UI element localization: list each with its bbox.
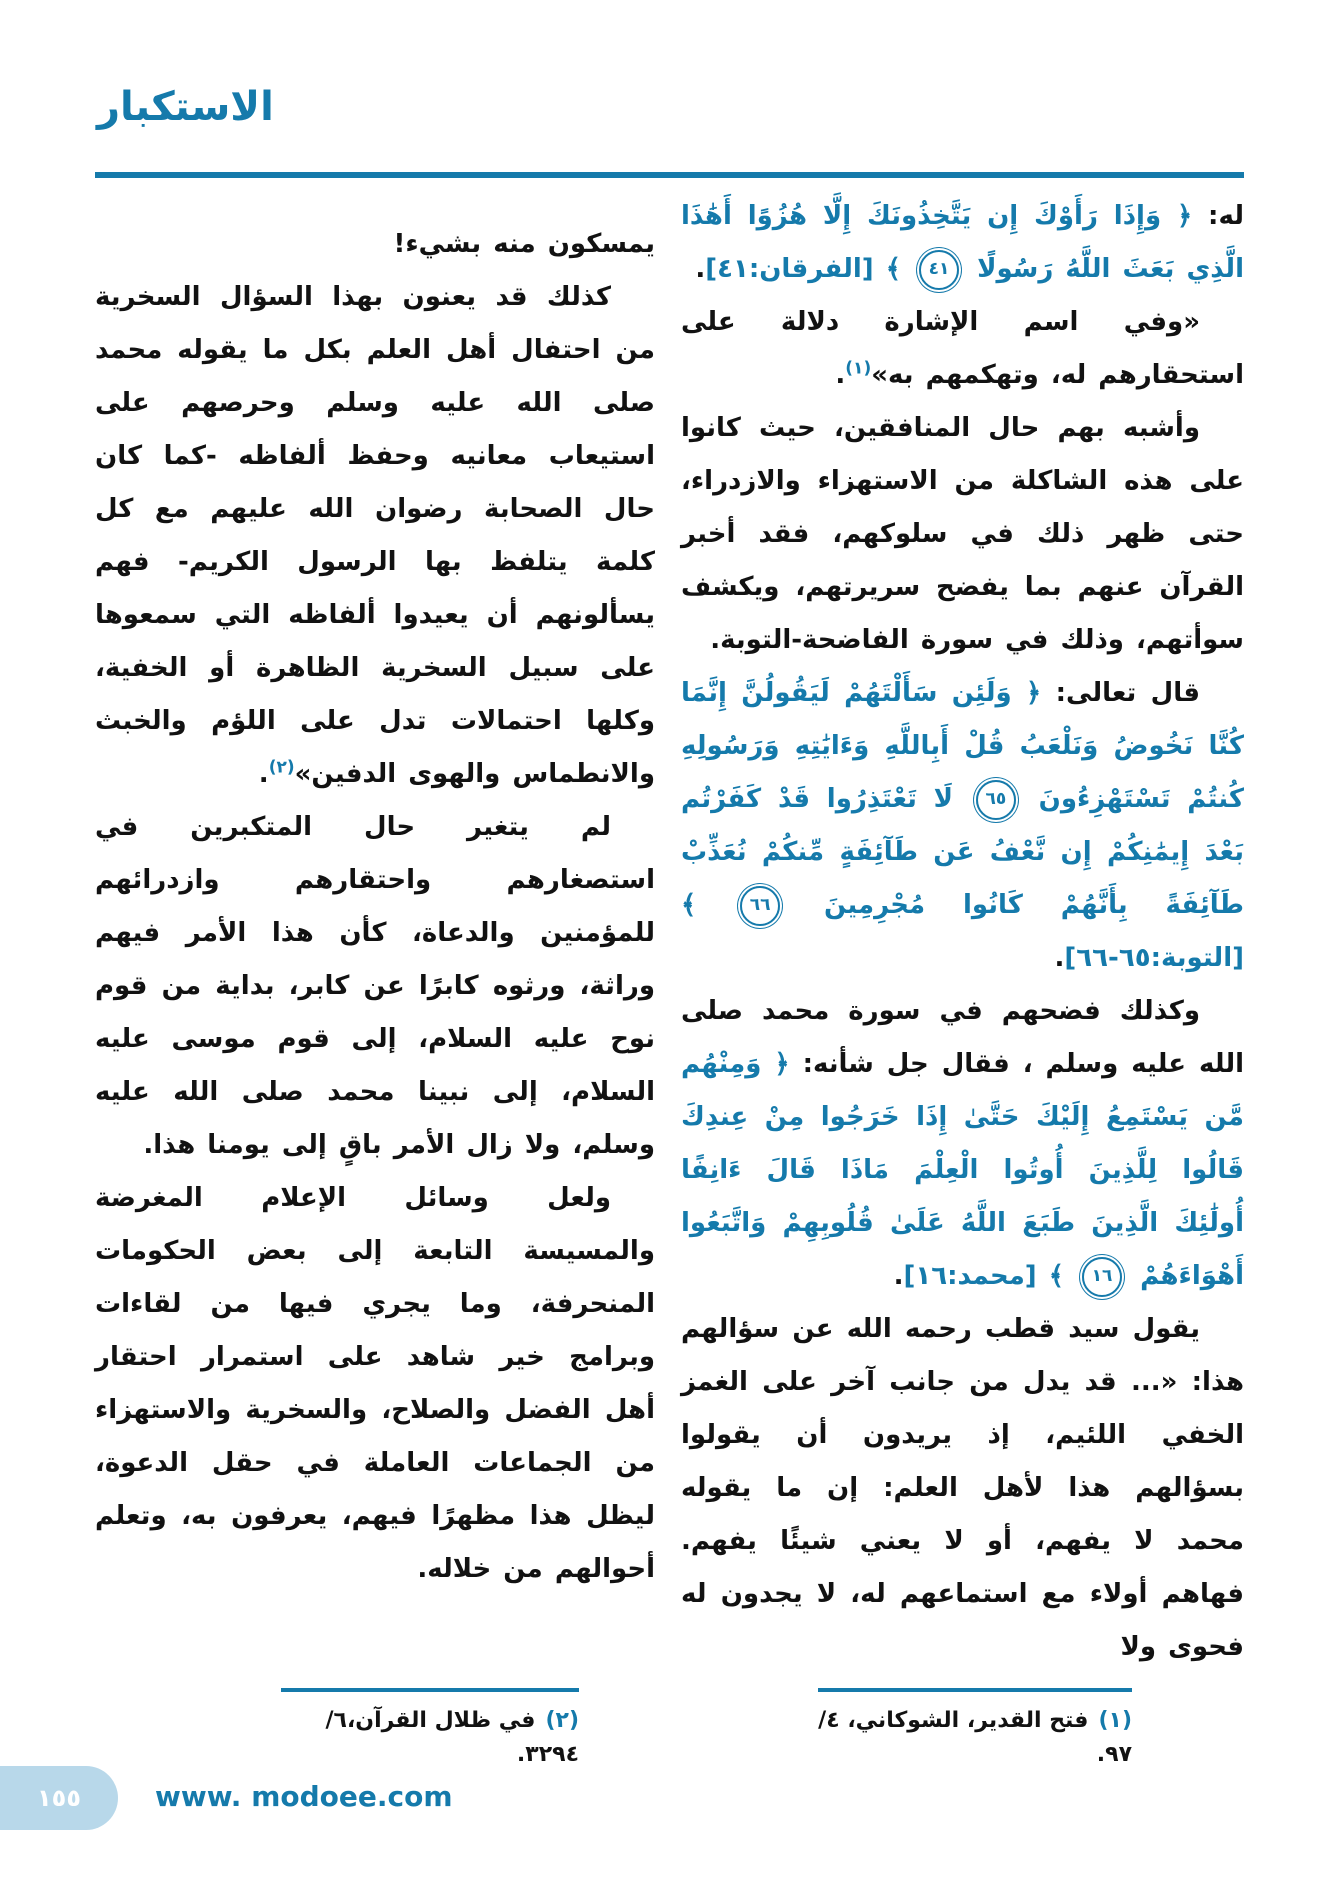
quran-close-bracket: ﴾ — [681, 890, 697, 920]
footnote-text: في ظلال القرآن،٦/ ٣٢٩٤. — [325, 1708, 579, 1767]
body-text: وأشبه بهم حال المنافقين، حيث كانوا على هذه الشاكلة من الاستهزاء والازدراء، حتى ظهر ذلك في سلوكهم، فقد أخبر القرآن عنهم بما يفضح سريرتهم، ويكشف سوأتهم، وذلك في سورة الفاضحة-التوبة. — [681, 413, 1244, 655]
page-title: الاستكبار — [97, 84, 274, 130]
column-left — [95, 218, 655, 1596]
verse-intro: له: — [1192, 201, 1244, 231]
period: . — [258, 759, 269, 789]
paragraph-commentary — [681, 296, 1244, 402]
commentary-text: «وفي اسم الإشارة دلالة على استحقارهم له، وتهكمهم به» — [681, 307, 1244, 390]
footnote-text: فتح القدير، الشوكاني، ٤/ ٩٧. — [818, 1708, 1132, 1767]
paragraph-quran-muhammad — [681, 985, 1244, 1303]
verse-reference: [الفرقان:٤١] — [705, 254, 874, 284]
quran-verse: لَا تَعْتَذِرُوا قَدْ كَفَرْتُم بَعْدَ إِيمَٰنِكُمْ إِن نَّعْفُ عَن طَآئِفَةٍ مِّنكُمْ نُعَذِّبْ طَآئِفَةً بِأَنَّهُمْ كَانُوا مُجْرِمِينَ — [681, 784, 1244, 920]
paragraph-media — [95, 1172, 655, 1596]
verse-intro: قال تعالى: — [1041, 678, 1200, 708]
column-right — [681, 190, 1244, 1674]
footnote-divider — [281, 1688, 579, 1692]
paragraph-arrogant-history — [95, 801, 655, 1172]
verse-reference: [التوبة:٦٥-٦٦] — [1064, 943, 1244, 973]
footnote-marker-2: (٢) — [268, 757, 295, 778]
body-text: لم يتغير حال المتكبرين في استصغارهم واحتقارهم وازدرائهم للمؤمنين والدعاة، كأن هذا الأمر فيهم وراثة، ورثوه كابرًا عن كابر، بداية من قوم نوح عليه السلام، إلى قوم موسى عليه السلام، إلى نبينا محمد صلى الله عليه وسلم، ولا زال الأمر باقٍ إلى يومنا هذا. — [95, 812, 655, 1160]
footnote-right — [818, 1688, 1132, 1772]
period: . — [835, 360, 846, 390]
paragraph-quote-end — [95, 218, 655, 271]
body-text: كذلك قد يعنون بهذا السؤال السخرية من احتفال أهل العلم بكل ما يقوله محمد صلى الله عليه وسلم وحرصهم على استيعاب معانيه وحفظ ألفاظه -كما كان حال الصحابة رضوان الله عليهم مع كل كلمة يتلفظ بها الرسول الكريم- فهم يسألونهم أن يعيدوا ألفاظه التي سمعوها على سبيل السخرية الظاهرة أو الخفية، وكلها احتمالات تدل على اللؤم والخبث والانطماس والهوى الدفين» — [95, 282, 655, 789]
ayah-number-medallion: ٦٦ — [740, 886, 780, 926]
footnote-left — [281, 1688, 579, 1772]
footnote-number: (١) — [1098, 1708, 1132, 1733]
period: . — [1054, 943, 1065, 973]
page-number-badge — [0, 1766, 118, 1830]
ayah-number-medallion: ١٦ — [1082, 1257, 1122, 1297]
ayah-number-medallion: ٦٥ — [976, 780, 1016, 820]
body-text: ولعل وسائل الإعلام المغرضة والمسيسة التابعة إلى بعض الحكومات المنحرفة، وما يجري فيها من لقاءات وبرامج خير شاهد على استمرار احتقار أهل الفضل والصلاح، والسخرية والاستهزاء من الجماعات العاملة في حقل الدعوة، ليظل هذا مظهرًا فيهم، يعرفون به، وتعلم أحوالهم من خلاله. — [95, 1183, 655, 1584]
quran-verse: ﴿ وَلَئِن سَأَلْتَهُمْ لَيَقُولُنَّ إِنَّمَا كُنَّا نَخُوضُ وَنَلْعَبُ قُلْ أَبِاللَّهِ وَءَايَٰتِهِ وَرَسُولِهِ كُنتُمْ تَسْتَهْزِءُونَ — [681, 678, 1244, 814]
paragraph-sayyid-qutb-quote — [681, 1303, 1244, 1674]
quran-verse: ﴿ وَمِنْهُم مَّن يَسْتَمِعُ إِلَيْكَ حَتَّىٰ إِذَا خَرَجُوا مِنْ عِندِكَ قَالُوا لِلَّذِينَ أُوتُوا الْعِلْمَ مَاذَا قَالَ ءَانِفًا أُولَٰئِكَ الَّذِينَ طَبَعَ اللَّهُ عَلَىٰ قُلُوبِهِمْ وَاتَّبَعُوا أَهْوَاءَهُمْ — [681, 1049, 1244, 1291]
website-text: www. modoee.com — [155, 1780, 453, 1813]
verse-reference: [محمد:١٦] — [903, 1261, 1037, 1291]
paragraph-mockery — [95, 271, 655, 801]
footnote-divider — [818, 1688, 1132, 1692]
period: . — [695, 254, 706, 284]
header-rule — [95, 172, 1244, 178]
ayah-number-medallion: ٤١ — [919, 250, 959, 290]
body-text: يمسكون منه بشيء! — [393, 229, 655, 259]
quran-close-bracket: ﴾ — [1048, 1261, 1064, 1291]
body-text: يقول سيد قطب رحمه الله عن سؤالهم هذا: «... قد يدل من جانب آخر على الغمز الخفي اللئيم، إذ يريدون أن يقولوا بسؤالهم هذا لأهل العلم: إن ما يقوله محمد لا يفهم، أو لا يعني شيئًا يفهم. فهاهم أولاء مع استماعهم له، لا يجدون له فحوى ولا — [681, 1314, 1244, 1662]
paragraph-quran-furqan — [681, 190, 1244, 296]
period: . — [893, 1261, 904, 1291]
paragraph-munafiqin — [681, 402, 1244, 667]
footnote-number: (٢) — [545, 1708, 579, 1733]
quran-close-bracket: ﴾ — [885, 254, 901, 284]
verse-intro: وكذلك فضحهم في سورة محمد صلى الله عليه وسلم ، فقال جل شأنه: — [681, 996, 1244, 1079]
page-number: ١٥٥ — [37, 1784, 81, 1812]
paragraph-quran-tawbah — [681, 667, 1244, 985]
footnote-marker-1: (١) — [845, 358, 872, 379]
quran-verse: ﴿ وَإِذَا رَأَوْكَ إِن يَتَّخِذُونَكَ إِلَّا هُزُوًا أَهَٰذَا الَّذِي بَعَثَ اللَّهُ رَسُولًا — [681, 201, 1244, 284]
